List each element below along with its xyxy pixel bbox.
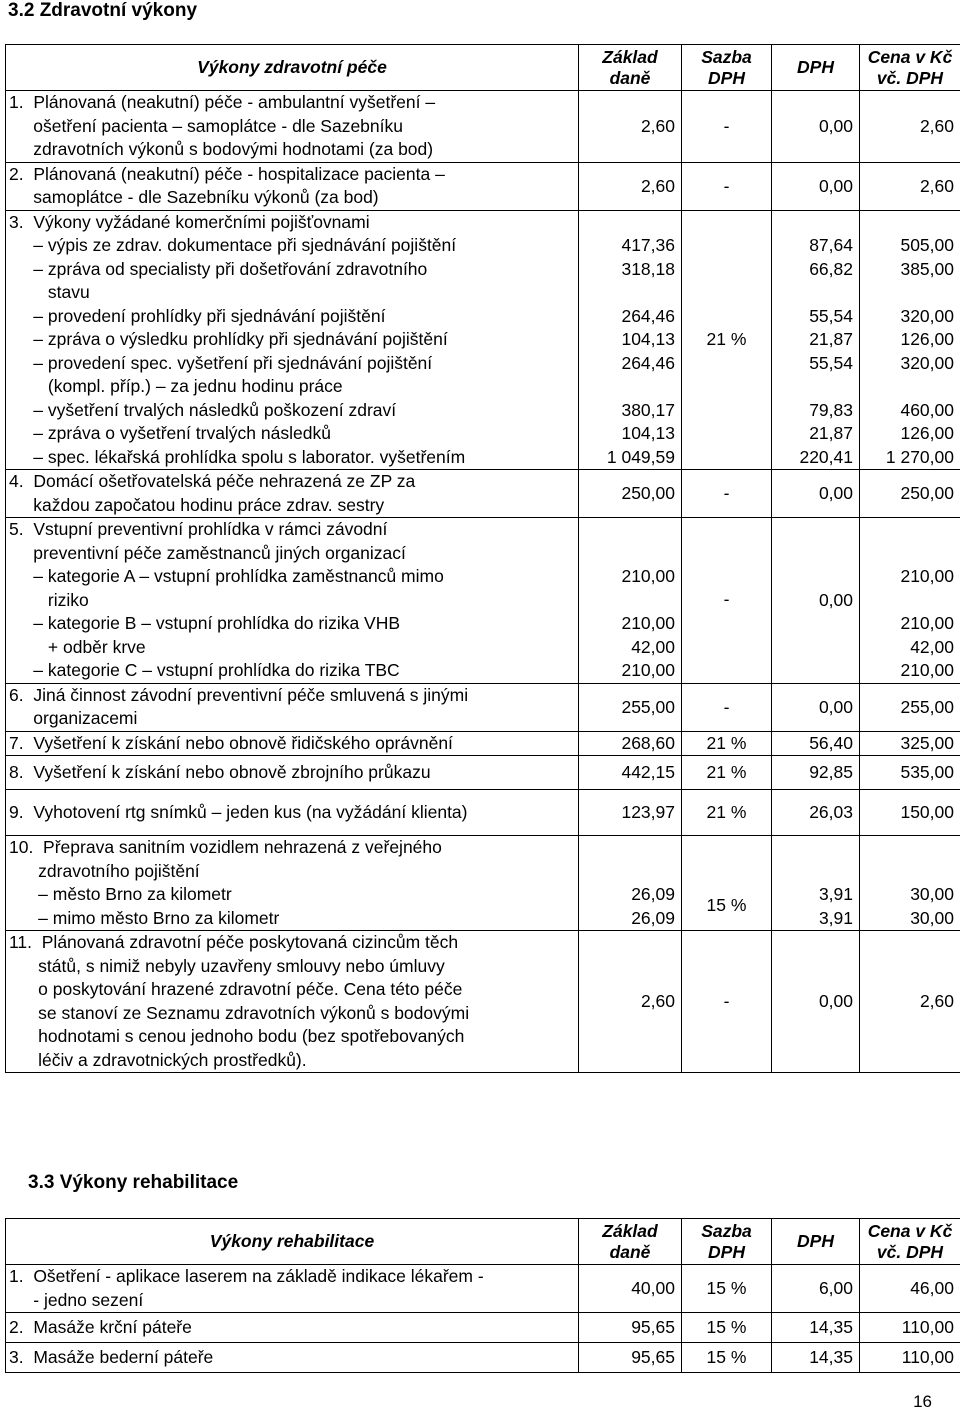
base-value: 255,00 bbox=[579, 683, 682, 731]
table-row bbox=[6, 470, 960, 518]
description-line: preventivní péče zaměstnanců jiných organizací bbox=[9, 542, 575, 566]
section-title: 3.2 Zdravotní výkony bbox=[8, 0, 197, 22]
total-price: 2,60 bbox=[860, 162, 960, 210]
table-row bbox=[6, 1343, 960, 1373]
table-header bbox=[6, 1219, 960, 1265]
cell-line: 79,83 bbox=[775, 399, 853, 423]
cell-line: 1 049,59 bbox=[582, 446, 675, 470]
cell-line bbox=[582, 211, 675, 235]
description-line: každou započatou hodinu práce zdrav. sestry bbox=[9, 494, 575, 518]
total-price: 2,60 bbox=[860, 931, 960, 1073]
vat-value: 0,00 bbox=[772, 162, 860, 210]
row-description bbox=[6, 731, 579, 756]
total-price: 255,00 bbox=[860, 683, 960, 731]
description-line: – vyšetření trvalých následků poškození zdraví bbox=[9, 399, 575, 423]
cell-line bbox=[863, 589, 954, 613]
cell-line bbox=[582, 375, 675, 399]
description-line: 11. Plánovaná zdravotní péče poskytovaná cizincům těch bbox=[9, 931, 575, 955]
base-value: 2,60 bbox=[579, 91, 682, 163]
base-value: 2,60 bbox=[579, 162, 682, 210]
cell-line: 126,00 bbox=[863, 328, 954, 352]
cell-line bbox=[582, 860, 675, 884]
vat-value bbox=[772, 210, 860, 470]
vat-rate: 15 % bbox=[682, 1265, 772, 1313]
description-line: o poskytování hrazené zdravotní péče. Cena této péče bbox=[9, 978, 575, 1002]
description-line: stavu bbox=[9, 281, 575, 305]
vat-value: 0,00 bbox=[772, 683, 860, 731]
cell-line: 318,18 bbox=[582, 258, 675, 282]
description-line: ošetření pacienta – samoplátce - dle Sazebníku bbox=[9, 115, 575, 139]
table-row bbox=[6, 162, 960, 210]
base-value: 95,65 bbox=[579, 1313, 682, 1343]
header-rate: Sazba DPH bbox=[682, 1219, 772, 1265]
header-vat: DPH bbox=[772, 1219, 860, 1265]
vat-rate: - bbox=[682, 931, 772, 1073]
row-description bbox=[6, 162, 579, 210]
total-price: 46,00 bbox=[860, 1265, 960, 1313]
cell-line bbox=[775, 211, 853, 235]
total-price: 325,00 bbox=[860, 731, 960, 756]
vat-value: 0,00 bbox=[772, 470, 860, 518]
vat-value: 26,03 bbox=[772, 790, 860, 836]
vat-value: 14,35 bbox=[772, 1343, 860, 1373]
row-description bbox=[6, 1313, 579, 1343]
cell-line: 42,00 bbox=[582, 636, 675, 660]
header-vat: DPH bbox=[772, 45, 860, 91]
cell-line: 30,00 bbox=[863, 907, 954, 931]
base-value bbox=[579, 836, 682, 931]
description-line: organizacemi bbox=[9, 707, 575, 731]
description-line: 5. Vstupní preventivní prohlídka v rámci závodní bbox=[9, 518, 575, 542]
base-value: 268,60 bbox=[579, 731, 682, 756]
cell-line bbox=[775, 836, 853, 860]
row-description bbox=[6, 1343, 579, 1373]
cell-line: 42,00 bbox=[863, 636, 954, 660]
vat-rate: 21 % bbox=[682, 756, 772, 790]
description-line: 8. Vyšetření k získání nebo obnově zbrojního průkazu bbox=[9, 761, 575, 785]
vat-rate: 21 % bbox=[682, 731, 772, 756]
vat-value: 14,35 bbox=[772, 1313, 860, 1343]
header-base: Základ daně bbox=[579, 45, 682, 91]
description-line: 1. Ošetření - aplikace laserem na základě indikace lékařem - bbox=[9, 1265, 575, 1289]
cell-line bbox=[775, 375, 853, 399]
table-row bbox=[6, 836, 960, 931]
total-price: 110,00 bbox=[860, 1343, 960, 1373]
cell-line: 21,87 bbox=[775, 422, 853, 446]
base-value: 442,15 bbox=[579, 756, 682, 790]
cell-line bbox=[863, 375, 954, 399]
base-value bbox=[579, 518, 682, 684]
cell-line: 87,64 bbox=[775, 234, 853, 258]
cell-line bbox=[863, 211, 954, 235]
cell-line bbox=[582, 281, 675, 305]
vat-value: 0,00 bbox=[772, 91, 860, 163]
cell-line: 210,00 bbox=[582, 659, 675, 683]
base-value: 95,65 bbox=[579, 1343, 682, 1373]
description-line: 6. Jiná činnost závodní preventivní péče smluvená s jinými bbox=[9, 684, 575, 708]
header-rate: Sazba DPH bbox=[682, 45, 772, 91]
cell-line bbox=[775, 281, 853, 305]
cell-line bbox=[582, 836, 675, 860]
description-line: 10. Přeprava sanitním vozidlem nehrazená z veřejného bbox=[9, 836, 575, 860]
description-line: 4. Domácí ošetřovatelská péče nehrazená ze ZP za bbox=[9, 470, 575, 494]
total-price: 150,00 bbox=[860, 790, 960, 836]
description-line: – výpis ze zdrav. dokumentace při sjednávání pojištění bbox=[9, 234, 575, 258]
row-description bbox=[6, 836, 579, 931]
cell-line: 26,09 bbox=[582, 907, 675, 931]
header-base: Základ daně bbox=[579, 1219, 682, 1265]
table-row bbox=[6, 518, 960, 684]
vat-rate: - bbox=[682, 91, 772, 163]
total-price: 2,60 bbox=[860, 91, 960, 163]
total-price bbox=[860, 210, 960, 470]
base-value: 40,00 bbox=[579, 1265, 682, 1313]
description-line: zdravotních výkonů s bodovými hodnotami (za bod) bbox=[9, 138, 575, 162]
cell-line: 1 270,00 bbox=[863, 446, 954, 470]
description-line: – kategorie B – vstupní prohlídka do rizika VHB bbox=[9, 612, 575, 636]
description-line: 3. Výkony vyžádané komerčními pojišťovnami bbox=[9, 211, 575, 235]
description-line: států, s nimiž nebyly uzavřeny smlouvy nebo úmluvy bbox=[9, 955, 575, 979]
row-description bbox=[6, 518, 579, 684]
row-description bbox=[6, 91, 579, 163]
cell-line: 385,00 bbox=[863, 258, 954, 282]
table-header bbox=[6, 45, 960, 91]
description-line: – mimo město Brno za kilometr bbox=[9, 907, 575, 931]
cell-line bbox=[863, 281, 954, 305]
rehab-services-table bbox=[5, 1218, 960, 1373]
description-line: (kompl. příp.) – za jednu hodinu práce bbox=[9, 375, 575, 399]
cell-line: 210,00 bbox=[582, 565, 675, 589]
cell-line: 220,41 bbox=[775, 446, 853, 470]
header-total: Cena v Kč vč. DPH bbox=[860, 1219, 960, 1265]
description-line: – zpráva o vyšetření trvalých následků bbox=[9, 422, 575, 446]
description-line: se stanoví ze Seznamu zdravotních výkonů s bodovými bbox=[9, 1002, 575, 1026]
description-line: samoplátce - dle Sazebníku výkonů (za bod) bbox=[9, 186, 575, 210]
base-value: 250,00 bbox=[579, 470, 682, 518]
cell-line: 320,00 bbox=[863, 352, 954, 376]
description-line: – město Brno za kilometr bbox=[9, 883, 575, 907]
vat-rate: 15 % bbox=[682, 836, 772, 931]
cell-line: 55,54 bbox=[775, 305, 853, 329]
description-line: – kategorie C – vstupní prohlídka do rizika TBC bbox=[9, 659, 575, 683]
base-value: 123,97 bbox=[579, 790, 682, 836]
table-row bbox=[6, 1265, 960, 1313]
cell-line: 104,13 bbox=[582, 422, 675, 446]
cell-line: 3,91 bbox=[775, 907, 853, 931]
vat-value: 56,40 bbox=[772, 731, 860, 756]
vat-rate: 21 % bbox=[682, 790, 772, 836]
description-line: 3. Masáže bederní páteře bbox=[9, 1346, 575, 1370]
row-description bbox=[6, 683, 579, 731]
vat-value: 0,00 bbox=[772, 518, 860, 684]
total-price: 250,00 bbox=[860, 470, 960, 518]
description-line: – spec. lékařská prohlídka spolu s laborator. vyšetřením bbox=[9, 446, 575, 470]
description-line: 7. Vyšetření k získání nebo obnově řidičského oprávnění bbox=[9, 732, 575, 756]
cell-line bbox=[582, 518, 675, 542]
cell-line: 126,00 bbox=[863, 422, 954, 446]
cell-line bbox=[863, 542, 954, 566]
row-description bbox=[6, 931, 579, 1073]
description-line: 2. Masáže krční páteře bbox=[9, 1316, 575, 1340]
cell-line bbox=[863, 518, 954, 542]
cell-line: 210,00 bbox=[582, 612, 675, 636]
cell-line: 264,46 bbox=[582, 305, 675, 329]
row-description bbox=[6, 1265, 579, 1313]
vat-value bbox=[772, 836, 860, 931]
description-line: – kategorie A – vstupní prohlídka zaměstnanců mimo bbox=[9, 565, 575, 589]
vat-rate: - bbox=[682, 518, 772, 684]
health-services-table bbox=[5, 44, 960, 1073]
cell-line bbox=[582, 589, 675, 613]
description-line: – provedení spec. vyšetření při sjednávání pojištění bbox=[9, 352, 575, 376]
table-row bbox=[6, 1313, 960, 1343]
description-line: – zpráva o výsledku prohlídky při sjednávání pojištění bbox=[9, 328, 575, 352]
total-price: 535,00 bbox=[860, 756, 960, 790]
row-description bbox=[6, 470, 579, 518]
cell-line: 210,00 bbox=[863, 565, 954, 589]
cell-line: 320,00 bbox=[863, 305, 954, 329]
vat-rate: 15 % bbox=[682, 1343, 772, 1373]
total-price bbox=[860, 836, 960, 931]
row-description bbox=[6, 790, 579, 836]
total-price bbox=[860, 518, 960, 684]
description-line: 1. Plánovaná (neakutní) péče - ambulantní vyšetření – bbox=[9, 91, 575, 115]
table-row bbox=[6, 91, 960, 163]
cell-line: 210,00 bbox=[863, 612, 954, 636]
cell-line bbox=[863, 860, 954, 884]
vat-rate: 21 % bbox=[682, 210, 772, 470]
description-line: + odběr krve bbox=[9, 636, 575, 660]
description-line: - jedno sezení bbox=[9, 1289, 575, 1313]
cell-line: 505,00 bbox=[863, 234, 954, 258]
cell-line: 210,00 bbox=[863, 659, 954, 683]
row-description bbox=[6, 210, 579, 470]
base-value bbox=[579, 210, 682, 470]
vat-rate: 15 % bbox=[682, 1313, 772, 1343]
cell-line bbox=[775, 860, 853, 884]
header-desc: Výkony zdravotní péče bbox=[6, 45, 579, 91]
cell-line: 30,00 bbox=[863, 883, 954, 907]
description-line: 9. Vyhotovení rtg snímků – jeden kus (na vyžádání klienta) bbox=[9, 801, 575, 825]
vat-rate: - bbox=[682, 683, 772, 731]
vat-value: 92,85 bbox=[772, 756, 860, 790]
vat-rate: - bbox=[682, 162, 772, 210]
cell-line: 26,09 bbox=[582, 883, 675, 907]
row-description bbox=[6, 756, 579, 790]
cell-line: 21,87 bbox=[775, 328, 853, 352]
section-title-rehab: 3.3 Výkony rehabilitace bbox=[28, 1172, 238, 1194]
cell-line: 55,54 bbox=[775, 352, 853, 376]
table-row bbox=[6, 210, 960, 470]
table-row bbox=[6, 683, 960, 731]
total-price: 110,00 bbox=[860, 1313, 960, 1343]
vat-value: 0,00 bbox=[772, 931, 860, 1073]
page-number: 16 bbox=[913, 1392, 932, 1412]
description-line: – zpráva od specialisty při došetřování zdravotního bbox=[9, 258, 575, 282]
cell-line: 380,17 bbox=[582, 399, 675, 423]
description-line: 2. Plánovaná (neakutní) péče - hospitalizace pacienta – bbox=[9, 163, 575, 187]
cell-line bbox=[582, 542, 675, 566]
cell-line: 460,00 bbox=[863, 399, 954, 423]
header-total: Cena v Kč vč. DPH bbox=[860, 45, 960, 91]
table-row bbox=[6, 731, 960, 756]
header-desc: Výkony rehabilitace bbox=[6, 1219, 579, 1265]
description-line: hodnotami s cenou jednoho bodu (bez spotřebovaných bbox=[9, 1025, 575, 1049]
vat-rate: - bbox=[682, 470, 772, 518]
cell-line: 66,82 bbox=[775, 258, 853, 282]
table-row bbox=[6, 756, 960, 790]
description-line: riziko bbox=[9, 589, 575, 613]
cell-line: 3,91 bbox=[775, 883, 853, 907]
cell-line bbox=[863, 836, 954, 860]
base-value: 2,60 bbox=[579, 931, 682, 1073]
table-row bbox=[6, 931, 960, 1073]
table-row bbox=[6, 790, 960, 836]
description-line: – provedení prohlídky při sjednávání pojištění bbox=[9, 305, 575, 329]
cell-line: 264,46 bbox=[582, 352, 675, 376]
vat-value: 6,00 bbox=[772, 1265, 860, 1313]
description-line: léčiv a zdravotnických prostředků). bbox=[9, 1049, 575, 1073]
cell-line: 104,13 bbox=[582, 328, 675, 352]
description-line: zdravotního pojištění bbox=[9, 860, 575, 884]
cell-line: 417,36 bbox=[582, 234, 675, 258]
